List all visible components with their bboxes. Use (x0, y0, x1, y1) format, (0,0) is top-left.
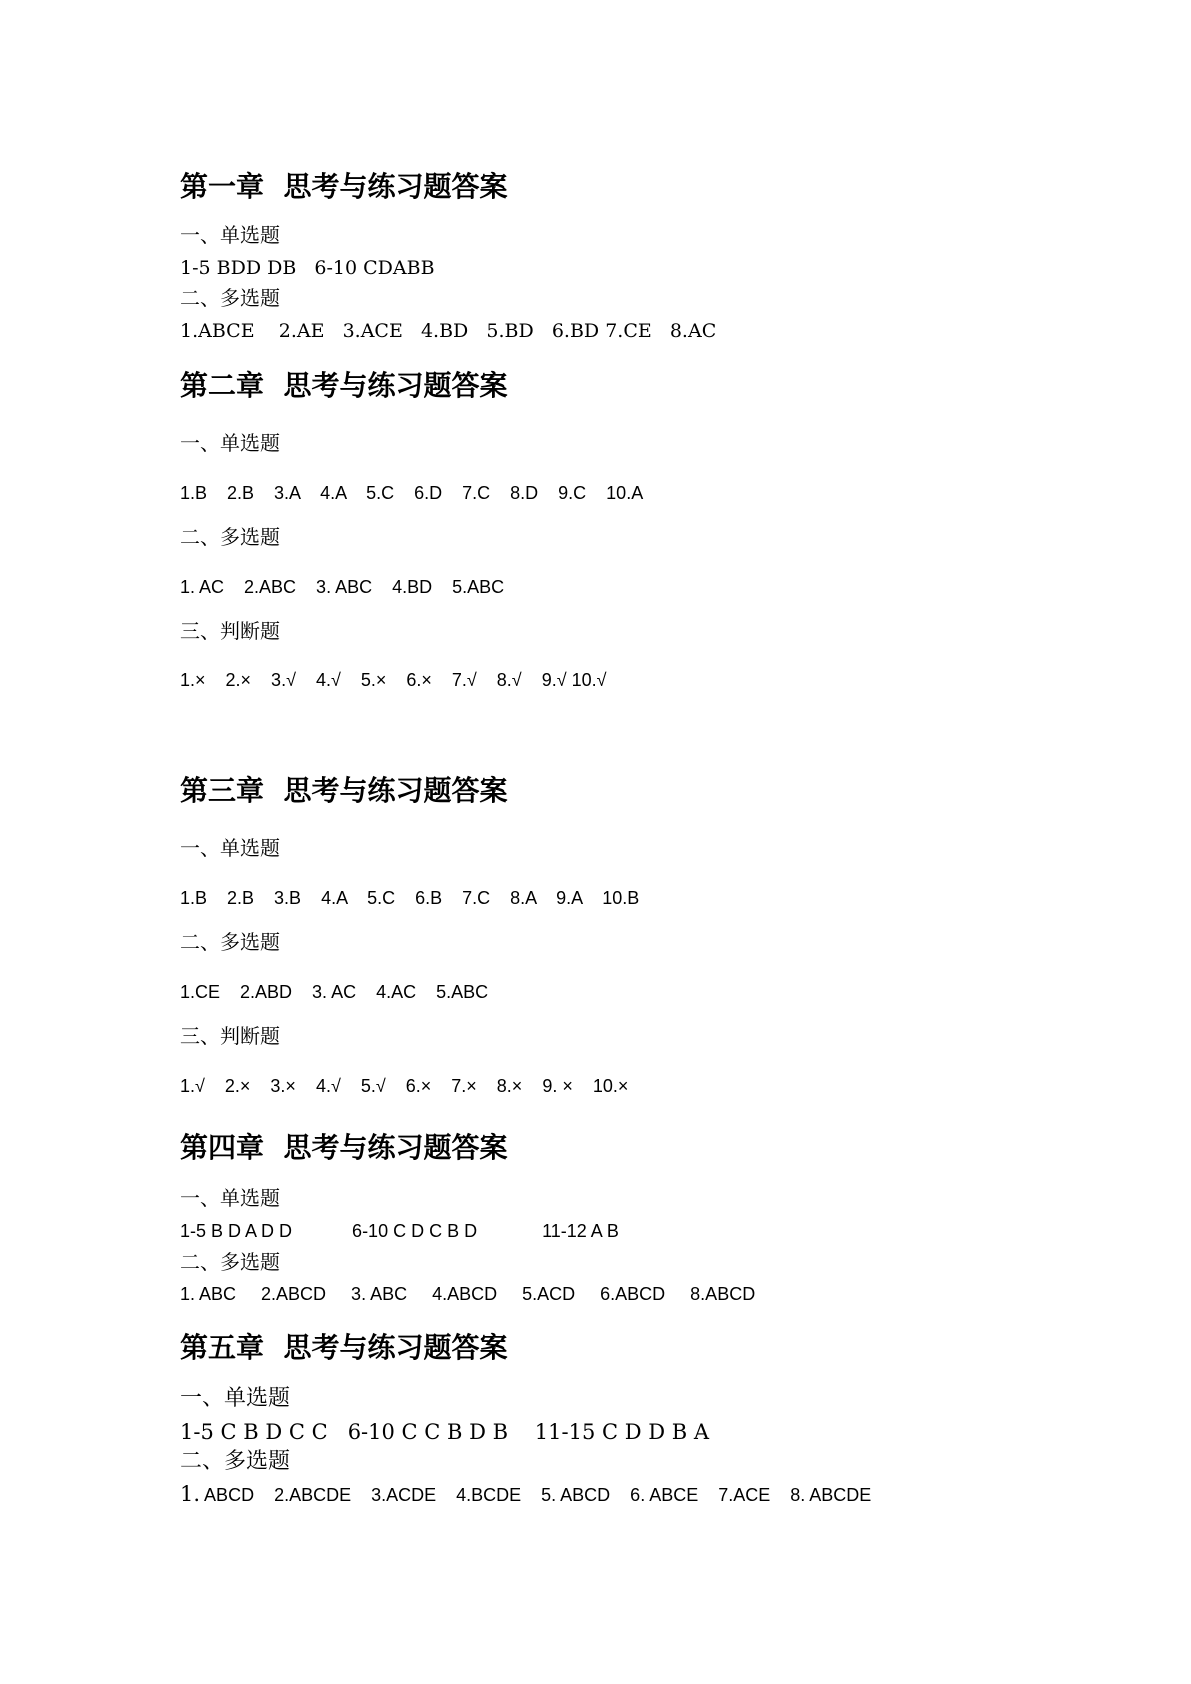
chapter-4-single-choice-answers: 1-5 B D A D D 6-10 C D C B D 11-12 A B (180, 1221, 619, 1241)
chapter-3-multi-choice-label: 二、多选题 (180, 930, 280, 954)
chapter-3-multi-choice-answers: 1.CE 2.ABD 3. AC 4.AC 5.ABC (180, 982, 489, 1002)
chapter-5-multi-choice-label: 二、多选题 (180, 1449, 291, 1474)
chapter-2-title: 第二章 思考与练习题答案 (180, 369, 508, 402)
chapter-2-true-false-label: 三、判断题 (180, 619, 280, 643)
chapter-1-multi-choice-label: 二、多选题 (180, 286, 280, 310)
chapter-3-true-false-answers: 1.√ 2.× 3.× 4.√ 5.√ 6.× 7.× 8.× 9. × 10.× (180, 1076, 629, 1096)
chapter-5-multi-choice-answers-line (180, 1482, 871, 1507)
chapter-2-single-choice-label: 一、单选题 (180, 431, 280, 455)
chapter-5-multi-choice-answers: ABCD 2.ABCDE 3.ACDE 4.BCDE 5. ABCD 6. ABCE 7.ACE 8. ABCDE (200, 1485, 872, 1505)
chapter-1-title: 第一章 思考与练习题答案 (180, 170, 508, 203)
chapter-5-multi-choice-prefix: 1. (180, 1482, 201, 1506)
chapter-2-true-false-answers: 1.× 2.× 3.√ 4.√ 5.× 6.× 7.√ 8.√ 9.√ 10.√ (180, 670, 607, 690)
chapter-3-title: 第三章 思考与练习题答案 (180, 774, 508, 807)
chapter-5-single-choice-label: 一、单选题 (180, 1386, 291, 1411)
chapter-5-single-choice-answers: 1-5 C B D C C 6-10 C C B D B 11-15 C D D B A (180, 1420, 710, 1444)
chapter-3-single-choice-label: 一、单选题 (180, 836, 280, 860)
chapter-4-multi-choice-label: 二、多选题 (180, 1250, 280, 1274)
chapter-2-multi-choice-label: 二、多选题 (180, 525, 280, 549)
chapter-4-multi-choice-answers: 1. ABC 2.ABCD 3. ABC 4.ABCD 5.ACD 6.ABCD 8.ABCD (180, 1284, 756, 1304)
chapter-2-single-choice-answers: 1.B 2.B 3.A 4.A 5.C 6.D 7.C 8.D 9.C 10.A (180, 483, 644, 503)
chapter-4-title: 第四章 思考与练习题答案 (180, 1131, 508, 1164)
chapter-1-multi-choice-answers: 1.ABCE 2.AE 3.ACE 4.BD 5.BD 6.BD 7.CE 8.AC (180, 320, 717, 342)
chapter-5-title: 第五章 思考与练习题答案 (180, 1331, 508, 1364)
chapter-4-single-choice-label: 一、单选题 (180, 1186, 280, 1210)
chapter-1-single-choice-answers: 1-5 BDD DB 6-10 CDABB (180, 257, 435, 279)
chapter-2-multi-choice-answers: 1. AC 2.ABC 3. ABC 4.BD 5.ABC (180, 577, 505, 597)
chapter-3-true-false-label: 三、判断题 (180, 1024, 280, 1048)
chapter-1-single-choice-label: 一、单选题 (180, 223, 280, 247)
chapter-3-single-choice-answers: 1.B 2.B 3.B 4.A 5.C 6.B 7.C 8.A 9.A 10.B (180, 888, 640, 908)
